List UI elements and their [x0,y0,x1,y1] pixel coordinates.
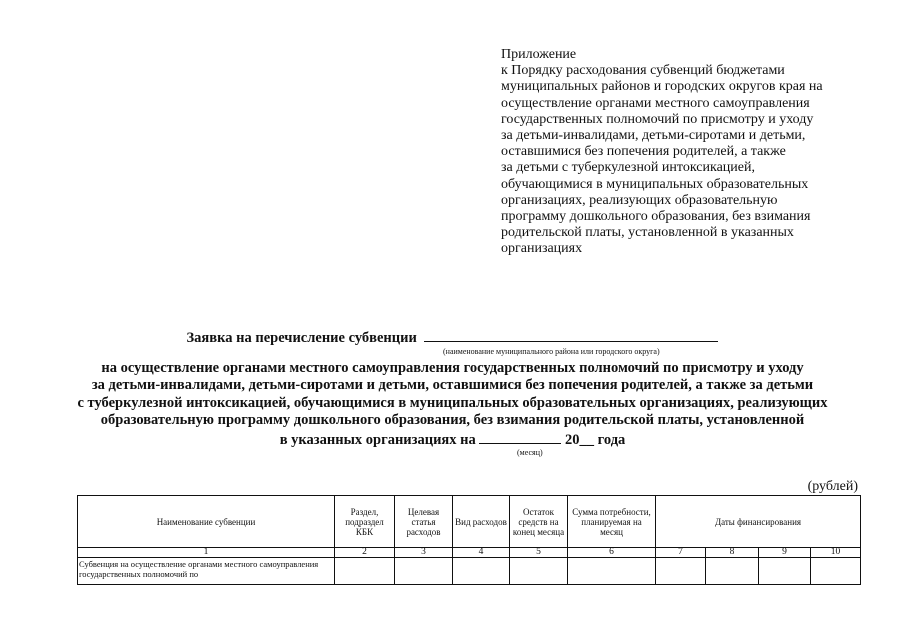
col-number: 1 [78,548,335,558]
appendix-line: родительской платы, установленной в указанных [501,225,794,241]
title-line: на осуществление органами местного самоуправления государственных полномочий по присмотру и уходу [101,360,804,376]
title-line: за детьми-инвалидами, детьми-сиротами и детьми, оставшимися без попечения родителей, а также за детьми [91,377,814,393]
header-kbk: Раздел, подраздел КБК [335,496,395,548]
municipality-blank [424,328,718,342]
appendix-line: организациях [501,241,583,257]
date-cell[interactable] [811,558,861,585]
appendix-line: к Порядку расходования субвенций бюджетами [501,63,785,79]
appendix-line: за детьми с туберкулезной интоксикацией, [501,160,755,176]
header-row [78,496,861,548]
request-title [0,328,905,347]
col-number: 3 [395,548,453,558]
title-line: с туберкулезной интоксикацией, обучающимися в муниципальных образовательных организациях, реализующих [77,395,828,411]
need-cell[interactable] [568,558,656,585]
col-number: 2 [335,548,395,558]
title-last-prefix: в указанных организациях на [279,432,476,448]
date-cell[interactable] [656,558,706,585]
year-prefix: 20 [565,432,580,448]
balance-cell[interactable] [510,558,568,585]
municipality-hint: (наименование муниципального района или городского округа) [443,347,660,356]
appendix-line: программу дошкольного образования, без взимания [501,209,811,225]
appendix-line: оставшимися без попечения родителей, а также [501,144,786,160]
target-cell[interactable] [395,558,453,585]
header-name: Наименование субвенции [78,496,335,548]
col-number: 5 [510,548,568,558]
units-label: (рублей) [807,479,858,494]
appendix-line: за детьми-инвалидами, детьми-сиротами и детьми, [501,128,806,144]
header-dates: Даты финансирования [656,496,861,548]
kbk-cell[interactable] [335,558,395,585]
appendix-line: организациях, реализующих образовательную [501,192,778,208]
date-cell[interactable] [706,558,759,585]
appendix-line: обучающимися в муниципальных образовательных [501,176,809,192]
appendix-line: муниципальных районов и городских округов края на [501,79,823,95]
title-line: образовательную программу дошкольного образования, без взимания родительской платы, установленной [100,412,805,428]
appendix-line: Приложение [501,47,577,62]
type-cell[interactable] [453,558,510,585]
appendix-line: осуществление органами местного самоуправления [501,95,810,111]
header-type: Вид расходов [453,496,510,548]
title-last-line [0,430,905,449]
col-number: 7 [656,548,706,558]
month-hint: (месяц) [517,448,543,457]
col-number: 6 [568,548,656,558]
number-row [78,548,861,558]
month-blank [479,430,561,444]
table-row [78,558,861,585]
col-number: 9 [759,548,811,558]
appendix-block [501,47,861,258]
appendix-line: государственных полномочий по присмотру и уходу [501,111,814,127]
request-title-text: Заявка на перечисление субвенции [186,330,417,346]
year-suffix: __ года [579,432,626,448]
subvention-name-cell: Субвенция на осуществление органами местного самоуправления государственных полномочий по [78,558,335,585]
date-cell[interactable] [759,558,811,585]
col-number: 8 [706,548,759,558]
col-number: 4 [453,548,510,558]
col-number: 10 [811,548,861,558]
header-balance: Остаток средств на конец месяца [510,496,568,548]
header-target: Целевая статья расходов [395,496,453,548]
header-need: Сумма потребности, планируемая на месяц [568,496,656,548]
funding-table [77,495,861,585]
